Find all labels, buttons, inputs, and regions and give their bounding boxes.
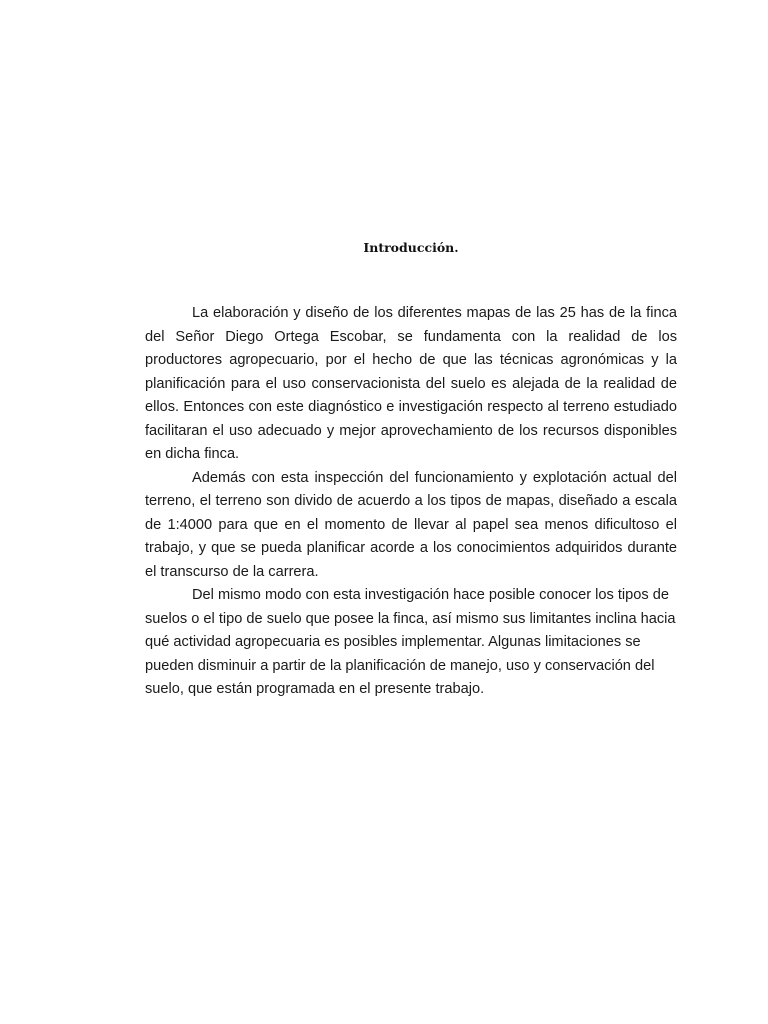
body-text — [145, 302, 677, 702]
page-title: Introducción. — [363, 240, 459, 255]
paragraph: La elaboración y diseño de los diferentes mapas de las 25 has de la finca del Señor Diego Ortega Escobar, se fundamenta con la realidad de los productores agropecuario, por el hecho de que las técnicas agronómicas y la planificación para el uso conservacionista del suelo es alejada de la realidad de ellos. Entonces con este diagnóstico e investigación respecto al terreno estudiado facilitaran el uso adecuado y mejor aprovechamiento de los recursos disponibles en dicha finca. — [145, 305, 677, 462]
paragraph: Del mismo modo con esta investigación hace posible conocer los tipos de suelos o el tipo de suelo que posee la finca, así mismo sus limitantes inclina hacia qué actividad agropecuaria es posibles implementar. Algunas limitaciones se pueden disminuir a partir de la planificación de manejo, uso y conservación del suelo, que están programada en el presente trabajo. — [145, 587, 676, 697]
paragraph: Además con esta inspección del funcionamiento y explotación actual del terreno, el terreno son divido de acuerdo a los tipos de mapas, diseñado a escala de 1:4000 para que en el momento de llevar al papel sea menos dificultoso el trabajo, y que se pueda planificar acorde a los conocimientos adquiridos durante el transcurso de la carrera. — [145, 469, 677, 580]
